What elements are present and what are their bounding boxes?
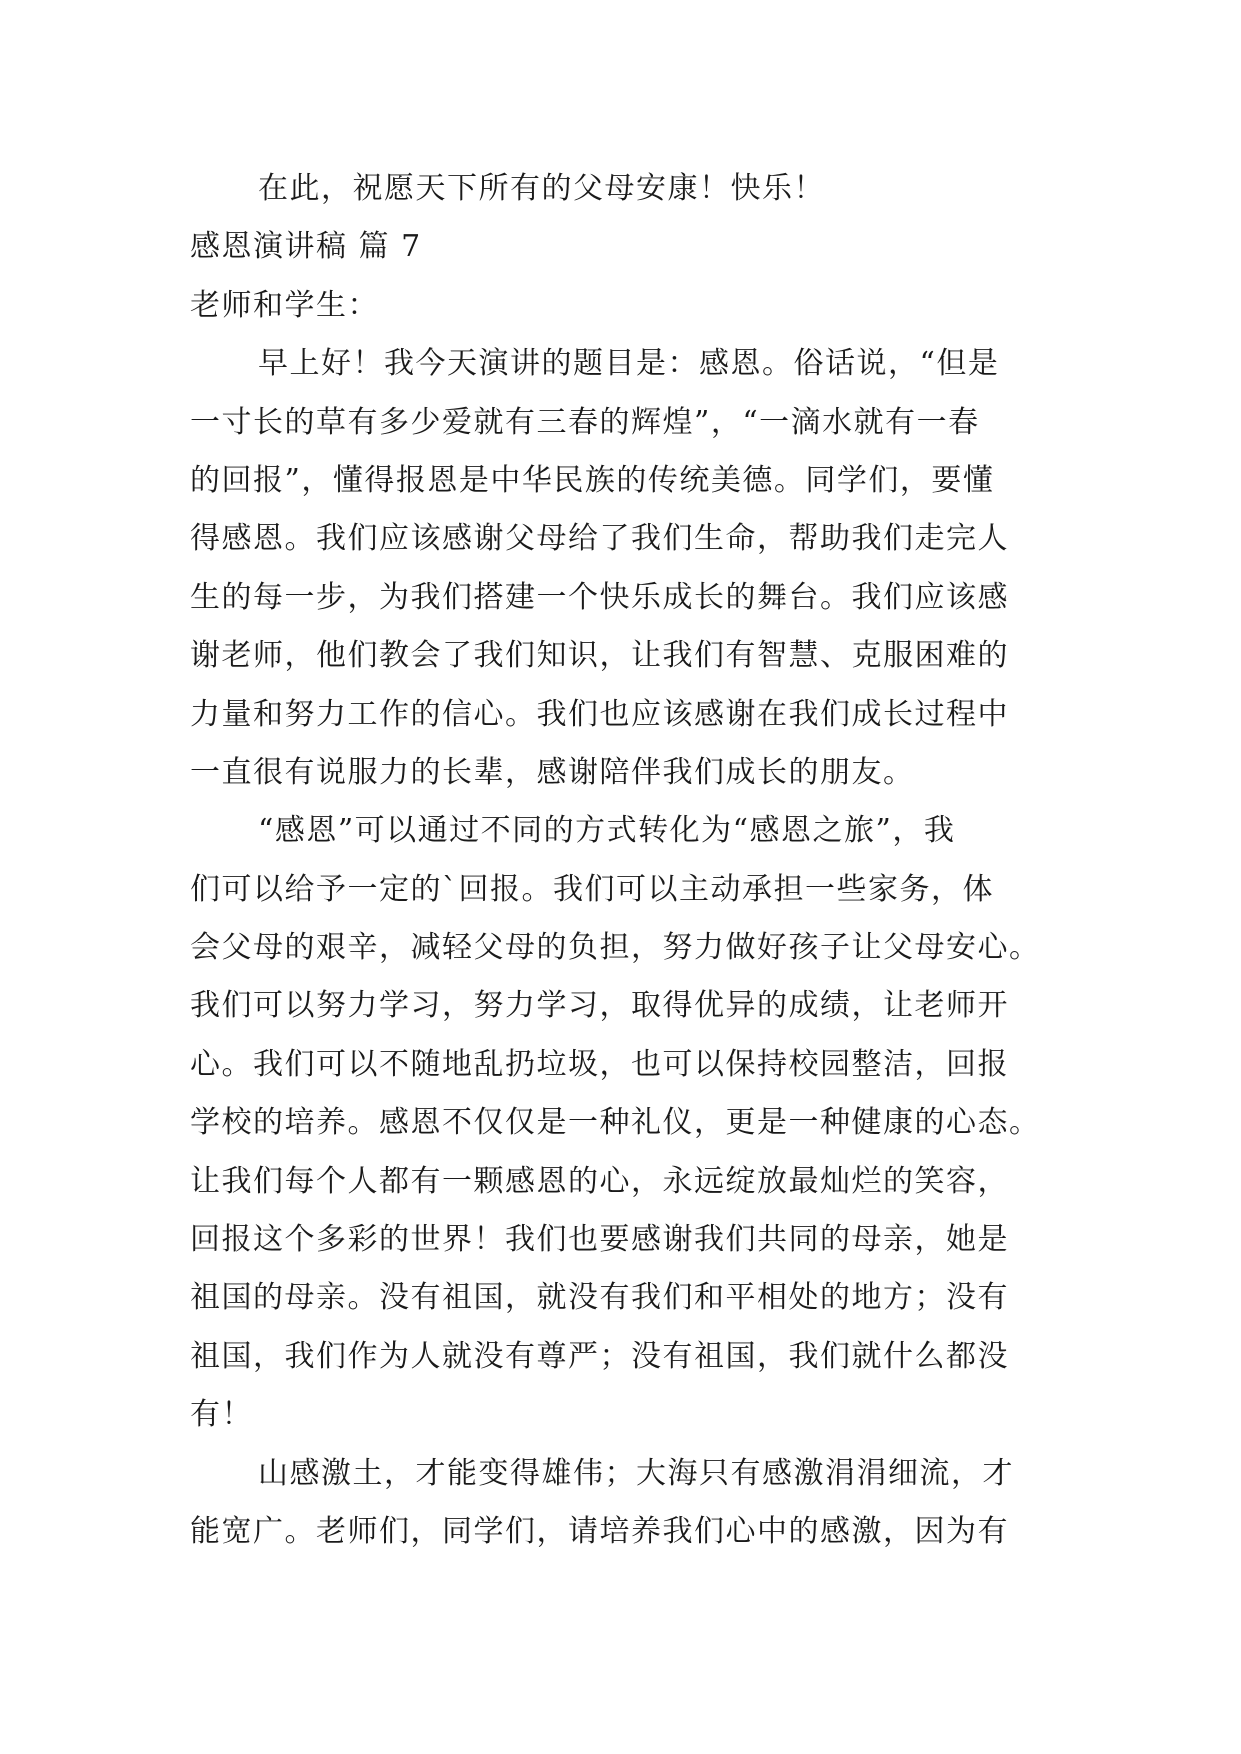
text-line: 我们可以努力学习，努力学习，取得优异的成绩，让老师开 — [190, 988, 1009, 1024]
text-line: 一寸长的草有多少爱就有三春的辉煌”，“一滴水就有一春 — [190, 404, 980, 440]
section-heading: 感恩演讲稿 篇 7 — [190, 229, 422, 265]
text-line: 的回报”，懂得报恩是中华民族的传统美德。同学们，要懂 — [190, 462, 995, 498]
text-line: 学校的培养。感恩不仅仅是一种礼仪，更是一种健康的心态。 — [190, 1105, 1041, 1141]
text-line: 能宽广。老师们，同学们，请培养我们心中的感激，因为有 — [190, 1513, 1009, 1549]
text-line: 有！ — [190, 1397, 253, 1433]
text-line: 让我们每个人都有一颗感恩的心，永远绽放最灿烂的笑容， — [190, 1163, 1009, 1199]
text-line: 得感恩。我们应该感谢父母给了我们生命，帮助我们走完人 — [190, 521, 1009, 557]
text-line: 力量和努力工作的信心。我们也应该感谢在我们成长过程中 — [190, 696, 1009, 732]
text-line: 在此，祝愿天下所有的父母安康！快乐！ — [258, 171, 825, 206]
text-line: 祖国，我们作为人就没有尊严；没有祖国，我们就什么都没 — [190, 1338, 1009, 1374]
text-line: 回报这个多彩的世界！我们也要感谢我们共同的母亲，她是 — [190, 1222, 1009, 1258]
text-line: 一直很有说服力的长辈，感谢陪伴我们成长的朋友。 — [190, 754, 915, 790]
text-line: 谢老师，他们教会了我们知识，让我们有智慧、克服困难的 — [190, 638, 1009, 674]
text-line: 山感激土，才能变得雄伟；大海只有感激涓涓细流，才 — [258, 1455, 1014, 1491]
text-line: 生的每一步，为我们搭建一个快乐成长的舞台。我们应该感 — [190, 579, 1009, 615]
text-line: 早上好！我今天演讲的题目是：感恩。俗话说，“但是 — [258, 346, 1000, 382]
text-line: 会父母的艰辛，减轻父母的负担，努力做好孩子让父母安心。 — [190, 930, 1041, 966]
text-line: 心。我们可以不随地乱扔垃圾，也可以保持校园整洁，回报 — [190, 1046, 1009, 1082]
salutation: 老师和学生： — [190, 287, 379, 323]
text-line: “感恩”可以通过不同的方式转化为“感恩之旅”，我 — [258, 813, 956, 849]
text-line: 祖国的母亲。没有祖国，就没有我们和平相处的地方；没有 — [190, 1280, 1009, 1316]
document-body — [190, 160, 1070, 1561]
text-line: 们可以给予一定的`回报。我们可以主动承担一些家务，体 — [190, 871, 994, 907]
